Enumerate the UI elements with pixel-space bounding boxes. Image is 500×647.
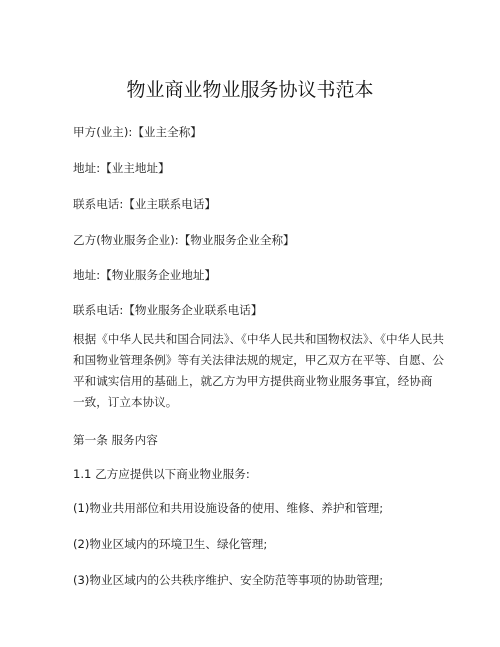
preamble-line: 平和诚实信用的基础上，就乙方为甲方提供商业物业服务事宜，经协商 [73,374,433,388]
party-b-line: 乙方(物业服务企业):【物业服务企业全称】 [73,233,295,247]
clause-1-1: 1.1 乙方应提供以下商业物业服务: [73,467,250,481]
preamble-line: 一致，订立本协议。 [73,395,178,409]
party-b-address: 地址:【物业服务企业地址】 [73,268,217,282]
preamble-line: 和国物业管理条例》等有关法律法规的规定，甲乙双方在平等、自愿、公 [73,353,445,367]
article-1-heading: 第一条 服务内容 [73,433,158,447]
preamble-paragraph [73,329,445,413]
service-item-3: (3)物业区域内的公共秩序维护、安全防范等事项的协助管理; [73,573,384,587]
party-a-address: 地址:【业主地址】 [73,161,170,175]
service-item-2: (2)物业区域内的环境卫生、绿化管理; [73,537,268,551]
document-title: 物业商业物业服务协议书范本 [126,79,374,101]
party-b-phone: 联系电话:【物业服务企业联系电话】 [73,303,263,317]
party-a-phone: 联系电话:【业主联系电话】 [73,197,217,211]
party-a-line: 甲方(业主):【业主全称】 [73,125,202,139]
preamble-line: 根据《中华人民共和国合同法》、《中华人民共和国物权法》、《中华人民共 [73,332,444,346]
service-item-1: (1)物业共用部位和共用设施设备的使用、维修、养护和管理; [73,501,384,515]
